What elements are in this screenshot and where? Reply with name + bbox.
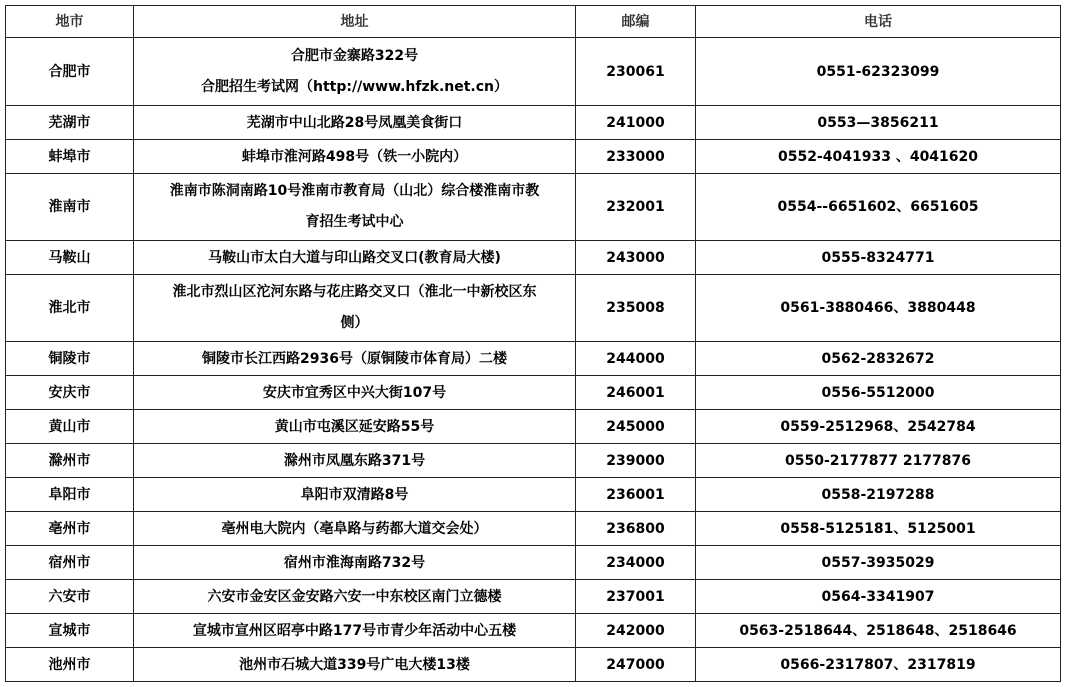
address-cell xyxy=(134,648,576,682)
table-row xyxy=(6,275,1061,342)
address-line: 池州市石城大道339号广电大楼13楼 xyxy=(239,656,470,673)
address-cell xyxy=(134,342,576,376)
zip-cell: 239000 xyxy=(576,444,696,478)
address-line: 马鞍山市太白大道与印山路交叉口(教育局大楼) xyxy=(208,249,501,266)
phone-cell: 0550-2177877 2177876 xyxy=(696,444,1061,478)
city-cell: 安庆市 xyxy=(6,376,134,410)
zip-cell: 236800 xyxy=(576,512,696,546)
table-row xyxy=(6,342,1061,376)
table-row xyxy=(6,444,1061,478)
city-cell: 六安市 xyxy=(6,580,134,614)
city-cell: 芜湖市 xyxy=(6,106,134,140)
phone-cell: 0552-4041933 、4041620 xyxy=(696,140,1061,174)
header-row xyxy=(6,6,1061,38)
zip-cell: 237001 xyxy=(576,580,696,614)
table-row xyxy=(6,38,1061,106)
address-line: 阜阳市双清路8号 xyxy=(300,486,409,503)
address-line: 芜湖市中山北路28号凤凰美食街口 xyxy=(246,114,463,131)
phone-cell: 0563-2518644、2518648、2518646 xyxy=(696,614,1061,648)
address-line: 合肥招生考试网（http://www.hfzk.net.cn） xyxy=(201,78,508,95)
city-cell: 黄山市 xyxy=(6,410,134,444)
address-line: 合肥市金寨路322号 xyxy=(290,47,419,64)
zip-cell: 235008 xyxy=(576,275,696,342)
header-zip: 邮编 xyxy=(576,6,696,38)
header-city: 地市 xyxy=(6,6,134,38)
zip-cell: 241000 xyxy=(576,106,696,140)
address-line: 宿州市淮海南路732号 xyxy=(283,554,426,571)
address-line: 铜陵市长江西路2936号（原铜陵市体育局）二楼 xyxy=(202,350,507,367)
city-cell: 合肥市 xyxy=(6,38,134,106)
table-row xyxy=(6,478,1061,512)
table-row xyxy=(6,580,1061,614)
address-cell xyxy=(134,376,576,410)
phone-cell: 0558-2197288 xyxy=(696,478,1061,512)
table-row xyxy=(6,512,1061,546)
address-cell xyxy=(134,38,576,106)
city-cell: 宿州市 xyxy=(6,546,134,580)
address-cell xyxy=(134,241,576,275)
zip-cell: 244000 xyxy=(576,342,696,376)
table-row xyxy=(6,140,1061,174)
address-line: 黄山市屯溪区延安路55号 xyxy=(274,418,435,435)
address-cell xyxy=(134,580,576,614)
zip-cell: 234000 xyxy=(576,546,696,580)
phone-cell: 0555-8324771 xyxy=(696,241,1061,275)
address-cell xyxy=(134,546,576,580)
address-line: 侧） xyxy=(340,315,369,331)
city-cell: 淮北市 xyxy=(6,275,134,342)
phone-cell: 0554--6651602、6651605 xyxy=(696,174,1061,241)
city-cell: 铜陵市 xyxy=(6,342,134,376)
city-cell: 宣城市 xyxy=(6,614,134,648)
table-row xyxy=(6,106,1061,140)
table-row xyxy=(6,241,1061,275)
address-cell xyxy=(134,106,576,140)
city-cell: 淮南市 xyxy=(6,174,134,241)
header-address: 地址 xyxy=(134,6,576,38)
table-body xyxy=(6,38,1061,682)
address-line: 淮南市陈洞南路10号淮南市教育局（山北）综合楼淮南市教 xyxy=(169,183,540,199)
phone-cell: 0558-5125181、5125001 xyxy=(696,512,1061,546)
phone-cell: 0556-5512000 xyxy=(696,376,1061,410)
city-cell: 蚌埠市 xyxy=(6,140,134,174)
table-row xyxy=(6,174,1061,241)
phone-cell: 0551-62323099 xyxy=(696,38,1061,106)
zip-cell: 245000 xyxy=(576,410,696,444)
address-cell xyxy=(134,478,576,512)
city-cell: 亳州市 xyxy=(6,512,134,546)
address-line: 淮北市烈山区沱河东路与花庄路交叉口（淮北一中新校区东 xyxy=(172,284,537,300)
table-row xyxy=(6,546,1061,580)
address-cell xyxy=(134,275,576,342)
zip-cell: 242000 xyxy=(576,614,696,648)
address-cell xyxy=(134,410,576,444)
table-row xyxy=(6,376,1061,410)
address-line: 六安市金安区金安路六安一中东校区南门立德楼 xyxy=(207,588,502,605)
phone-cell: 0561-3880466、3880448 xyxy=(696,275,1061,342)
address-line: 安庆市宜秀区中兴大街107号 xyxy=(262,384,447,401)
city-cell: 滁州市 xyxy=(6,444,134,478)
address-line: 宣城市宣州区昭亭中路177号市青少年活动中心五楼 xyxy=(192,622,517,639)
address-cell xyxy=(134,140,576,174)
address-cell xyxy=(134,614,576,648)
zip-cell: 243000 xyxy=(576,241,696,275)
table-row xyxy=(6,410,1061,444)
address-line: 育招生考试中心 xyxy=(305,214,404,230)
address-cell xyxy=(134,512,576,546)
table-row xyxy=(6,648,1061,682)
address-table xyxy=(5,5,1061,682)
phone-cell: 0559-2512968、2542784 xyxy=(696,410,1061,444)
city-cell: 池州市 xyxy=(6,648,134,682)
zip-cell: 236001 xyxy=(576,478,696,512)
address-cell xyxy=(134,444,576,478)
city-cell: 马鞍山 xyxy=(6,241,134,275)
zip-cell: 246001 xyxy=(576,376,696,410)
zip-cell: 232001 xyxy=(576,174,696,241)
zip-cell: 230061 xyxy=(576,38,696,106)
zip-cell: 233000 xyxy=(576,140,696,174)
phone-cell: 0557-3935029 xyxy=(696,546,1061,580)
address-cell xyxy=(134,174,576,241)
zip-cell: 247000 xyxy=(576,648,696,682)
phone-cell: 0562-2832672 xyxy=(696,342,1061,376)
address-line: 亳州电大院内（亳阜路与药都大道交会处） xyxy=(221,520,488,537)
address-line: 滁州市凤凰东路371号 xyxy=(283,452,426,469)
city-cell: 阜阳市 xyxy=(6,478,134,512)
phone-cell: 0566-2317807、2317819 xyxy=(696,648,1061,682)
table-row xyxy=(6,614,1061,648)
address-line: 蚌埠市淮河路498号（铁一小院内） xyxy=(241,148,468,165)
header-phone: 电话 xyxy=(696,6,1061,38)
phone-cell: 0564-3341907 xyxy=(696,580,1061,614)
phone-cell: 0553—3856211 xyxy=(696,106,1061,140)
